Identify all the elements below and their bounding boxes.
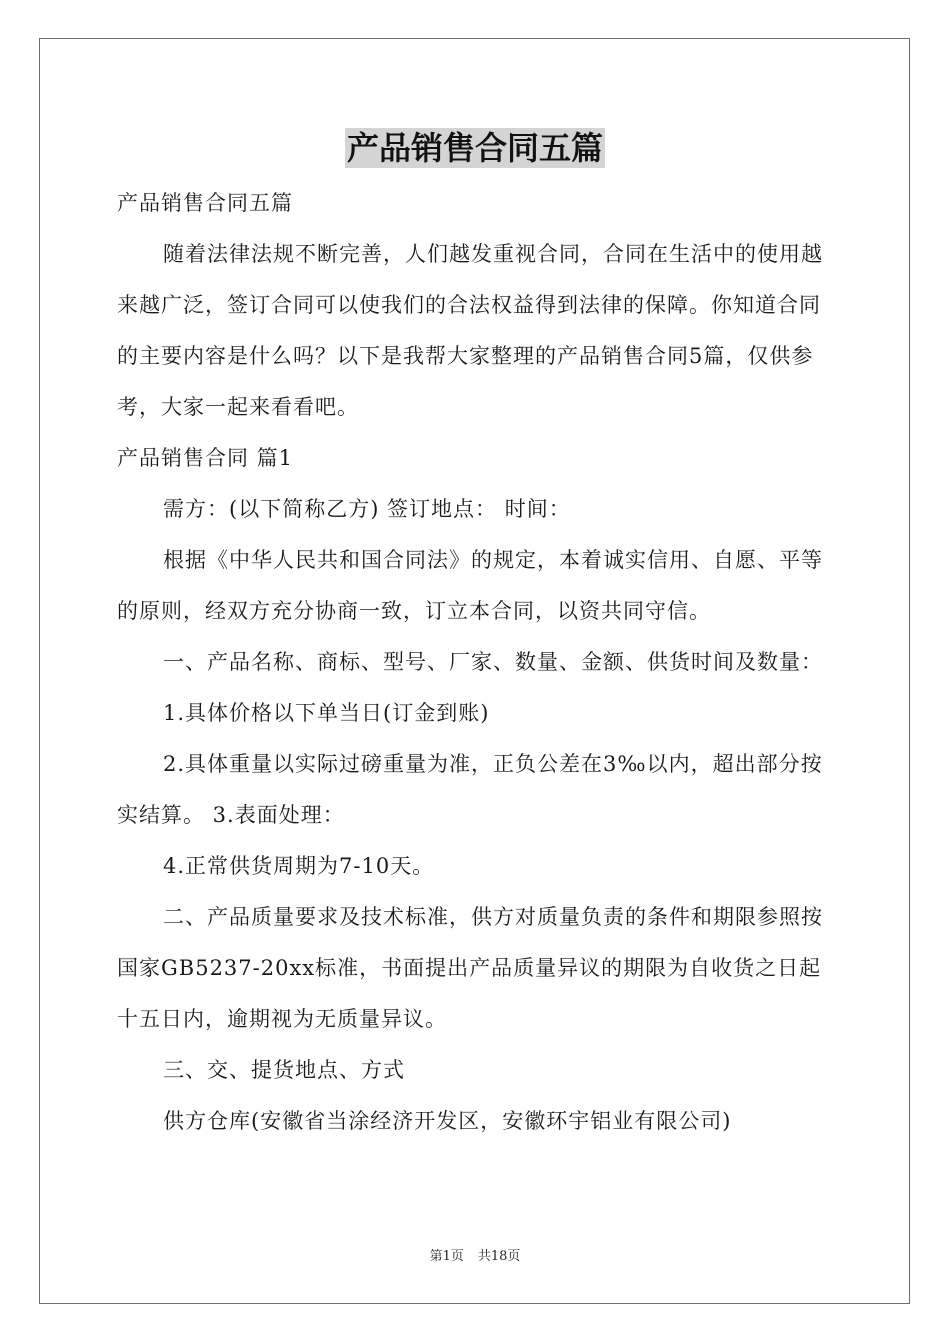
clause-item-2: 2.具体重量以实际过磅重量为准，正负公差在3‰以内，超出部分按实结算。 3.表面处理： xyxy=(117,752,823,827)
document-title: 产品销售合同五篇 xyxy=(346,129,603,167)
clause-one-heading: 一、产品名称、商标、型号、厂家、数量、金额、供货时间及数量： xyxy=(163,650,823,674)
paragraph-legal-basis: 根据《中华人民共和国合同法》的规定，本着诚实信用、自愿、平等的原则，经双方充分协商一致，订立本合同，以资共同守信。 xyxy=(117,548,823,623)
clause-item-4: 4.正常供货周期为7-10天。 xyxy=(163,854,435,878)
page-total: 共18页 xyxy=(477,1249,521,1264)
title-container xyxy=(0,128,950,168)
clause-two: 二、产品质量要求及技术标准，供方对质量负责的条件和期限参照按国家GB5237-20xx标准，书面提出产品质量异议的期限为自收货之日起十五日内，逾期视为无质量异议。 xyxy=(117,905,823,1031)
paragraph-buyer-info: 需方：(以下简称乙方) 签订地点： 时间： xyxy=(163,497,571,521)
clause-three-heading: 三、交、提货地点、方式 xyxy=(163,1058,405,1082)
paragraph-subtitle: 产品销售合同五篇 xyxy=(117,191,293,215)
paragraph-intro: 随着法律法规不断完善，人们越发重视合同，合同在生活中的使用越来越广泛，签订合同可以使我们的合法权益得到法律的保障。你知道合同的主要内容是什么吗？以下是我帮大家整理的产品销售合同5篇，仅供参考，大家一起来看看吧。 xyxy=(117,242,823,419)
document-body xyxy=(117,178,833,1147)
page-number: 第1页 xyxy=(429,1249,464,1264)
section-heading-1: 产品销售合同 篇1 xyxy=(117,446,294,470)
paragraph-delivery-location: 供方仓库(安徽省当涂经济开发区，安徽环宇铝业有限公司) xyxy=(163,1109,732,1133)
clause-item-1: 1.具体价格以下单当日(订金到账) xyxy=(163,701,490,725)
page-footer xyxy=(0,1245,950,1264)
